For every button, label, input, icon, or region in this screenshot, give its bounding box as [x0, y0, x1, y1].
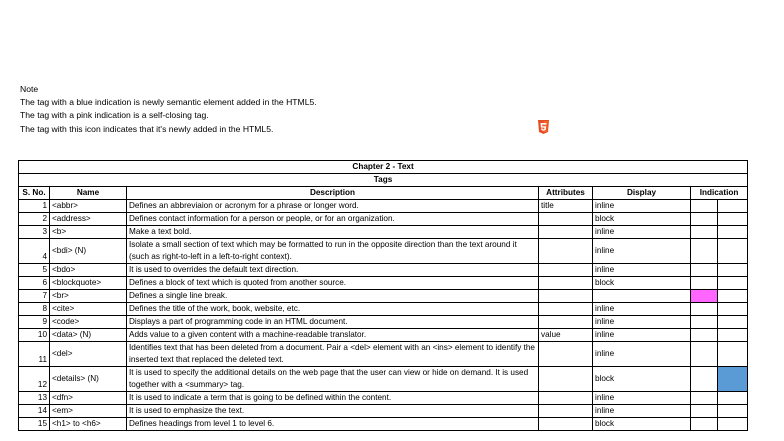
table-subtitle: Tags — [19, 174, 748, 187]
row-number: 8 — [19, 303, 50, 316]
tag-display: inline — [593, 392, 691, 405]
tag-description: It is used to emphasize the text. — [127, 405, 539, 418]
tag-attributes — [539, 290, 593, 303]
indication-cell — [691, 303, 718, 316]
indication-cell — [691, 290, 718, 303]
indication-cell — [718, 392, 748, 405]
tag-display: block — [593, 277, 691, 290]
indication-cell — [718, 303, 748, 316]
indication-cell — [718, 277, 748, 290]
tag-display: block — [593, 367, 691, 392]
tag-name: <address> — [50, 213, 127, 226]
header-sno: S. No. — [19, 187, 50, 200]
tag-description: It is used to indicate a term that is going to be defined within the content. — [127, 392, 539, 405]
indication-cell — [691, 226, 718, 239]
indication-cell — [718, 316, 748, 329]
header-name: Name — [50, 187, 127, 200]
tag-attributes: title — [539, 200, 593, 213]
table-row — [19, 213, 748, 226]
row-number: 12 — [19, 367, 50, 392]
indication-cell — [691, 239, 718, 264]
row-number: 9 — [19, 316, 50, 329]
table-row — [19, 200, 748, 213]
tag-display: inline — [593, 239, 691, 264]
tag-description: Adds value to a given content with a machine-readable translator. — [127, 329, 539, 342]
indication-cell — [718, 239, 748, 264]
tag-name: <details> (N) — [50, 367, 127, 392]
tag-name: <code> — [50, 316, 127, 329]
header-attributes: Attributes — [539, 187, 593, 200]
indication-cell — [718, 213, 748, 226]
tag-description: Defines the title of the work, book, website, etc. — [127, 303, 539, 316]
tag-description: Defines a block of text which is quoted from another source. — [127, 277, 539, 290]
tag-attributes — [539, 342, 593, 367]
table-row — [19, 418, 748, 431]
tag-description: Defines headings from level 1 to level 6. — [127, 418, 539, 431]
tag-name: <bdi> (N) — [50, 239, 127, 264]
row-number: 4 — [19, 239, 50, 264]
indication-cell — [718, 367, 748, 392]
indication-cell — [691, 329, 718, 342]
indication-cell — [691, 316, 718, 329]
indication-cell — [691, 405, 718, 418]
tag-display — [593, 290, 691, 303]
tag-name: <dfn> — [50, 392, 127, 405]
row-number: 15 — [19, 418, 50, 431]
tag-description: It is used to specify the additional details on the web page that the user can view or hide on demand. It is used together with a <summary> tag. — [127, 367, 539, 392]
tag-name: <abbr> — [50, 200, 127, 213]
tag-description: Defines an abbreviaion or acronym for a phrase or longer word. — [127, 200, 539, 213]
blue-indication-swatch — [718, 367, 747, 391]
row-number: 14 — [19, 405, 50, 418]
tag-attributes — [539, 405, 593, 418]
tag-name: <bdo> — [50, 264, 127, 277]
tag-attributes — [539, 264, 593, 277]
note-section — [20, 83, 317, 136]
tag-description: Displays a part of programming code in an HTML document. — [127, 316, 539, 329]
tag-attributes — [539, 367, 593, 392]
note-line-pink: The tag with a pink indication is a self-closing tag. — [20, 110, 209, 121]
tag-attributes — [539, 392, 593, 405]
row-number: 5 — [19, 264, 50, 277]
tag-display: inline — [593, 405, 691, 418]
tag-name: <data> (N) — [50, 329, 127, 342]
indication-cell — [718, 329, 748, 342]
table-row — [19, 226, 748, 239]
note-heading: Note — [20, 84, 39, 94]
table-row — [19, 277, 748, 290]
tag-display: inline — [593, 226, 691, 239]
tag-display: inline — [593, 316, 691, 329]
row-number: 1 — [19, 200, 50, 213]
tag-display: block — [593, 213, 691, 226]
row-number: 7 — [19, 290, 50, 303]
indication-cell — [691, 392, 718, 405]
tag-description: Defines contact information for a person or people, or for an organization. — [127, 213, 539, 226]
table-row — [19, 264, 748, 277]
tag-display: inline — [593, 329, 691, 342]
tag-display: inline — [593, 303, 691, 316]
indication-cell — [691, 264, 718, 277]
indication-cell — [718, 342, 748, 367]
table-row — [19, 303, 748, 316]
tag-attributes — [539, 213, 593, 226]
tag-name: <h1> to <h6> — [50, 418, 127, 431]
indication-cell — [718, 226, 748, 239]
tag-description: Make a text bold. — [127, 226, 539, 239]
row-number: 11 — [19, 342, 50, 367]
indication-cell — [691, 418, 718, 431]
table-row — [19, 392, 748, 405]
row-number: 3 — [19, 226, 50, 239]
indication-cell — [718, 264, 748, 277]
tag-name: <del> — [50, 342, 127, 367]
note-line-icon: The tag with this icon indicates that it's newly added in the HTML5. — [20, 123, 274, 134]
tag-display: inline — [593, 200, 691, 213]
row-number: 2 — [19, 213, 50, 226]
tag-name: <em> — [50, 405, 127, 418]
tag-description: Identifies text that has been deleted from a document. Pair a <del> element with an <ins> element to identify the inserted text that replaced the deleted text. — [127, 342, 539, 367]
tag-attributes — [539, 418, 593, 431]
table-title: Chapter 2 - Text — [19, 161, 748, 174]
tag-attributes — [539, 239, 593, 264]
indication-cell — [691, 213, 718, 226]
table-row — [19, 405, 748, 418]
tag-description: Isolate a small section of text which may be formatted to run in the opposite direction than the text around it (such as right-to-left in a left-to-right context). — [127, 239, 539, 264]
tag-display: inline — [593, 342, 691, 367]
tag-name: <cite> — [50, 303, 127, 316]
tag-name: <br> — [50, 290, 127, 303]
table-row — [19, 290, 748, 303]
indication-cell — [718, 418, 748, 431]
tag-description: It is used to overrides the default text direction. — [127, 264, 539, 277]
note-line-blue: The tag with a blue indication is newly semantic element added in the HTML5. — [20, 97, 317, 108]
indication-cell — [691, 200, 718, 213]
indication-cell — [691, 367, 718, 392]
tag-attributes — [539, 303, 593, 316]
tag-name: <b> — [50, 226, 127, 239]
tag-display: block — [593, 418, 691, 431]
header-display: Display — [593, 187, 691, 200]
tag-attributes — [539, 277, 593, 290]
tag-attributes — [539, 316, 593, 329]
table-row — [19, 239, 748, 264]
header-description: Description — [127, 187, 539, 200]
html5-icon — [537, 120, 550, 134]
indication-cell — [718, 200, 748, 213]
row-number: 6 — [19, 277, 50, 290]
indication-cell — [718, 290, 748, 303]
header-indication: Indication — [691, 187, 748, 200]
table-row — [19, 342, 748, 367]
table-row — [19, 316, 748, 329]
table-row — [19, 329, 748, 342]
tag-attributes: value — [539, 329, 593, 342]
tag-description: Defines a single line break. — [127, 290, 539, 303]
tags-table — [18, 160, 748, 431]
table-row — [19, 367, 748, 392]
row-number: 10 — [19, 329, 50, 342]
tag-attributes — [539, 226, 593, 239]
tag-name: <blockquote> — [50, 277, 127, 290]
indication-cell — [691, 342, 718, 367]
indication-cell — [718, 405, 748, 418]
table-header-row — [19, 187, 748, 200]
tag-display: inline — [593, 264, 691, 277]
indication-cell — [691, 277, 718, 290]
row-number: 13 — [19, 392, 50, 405]
